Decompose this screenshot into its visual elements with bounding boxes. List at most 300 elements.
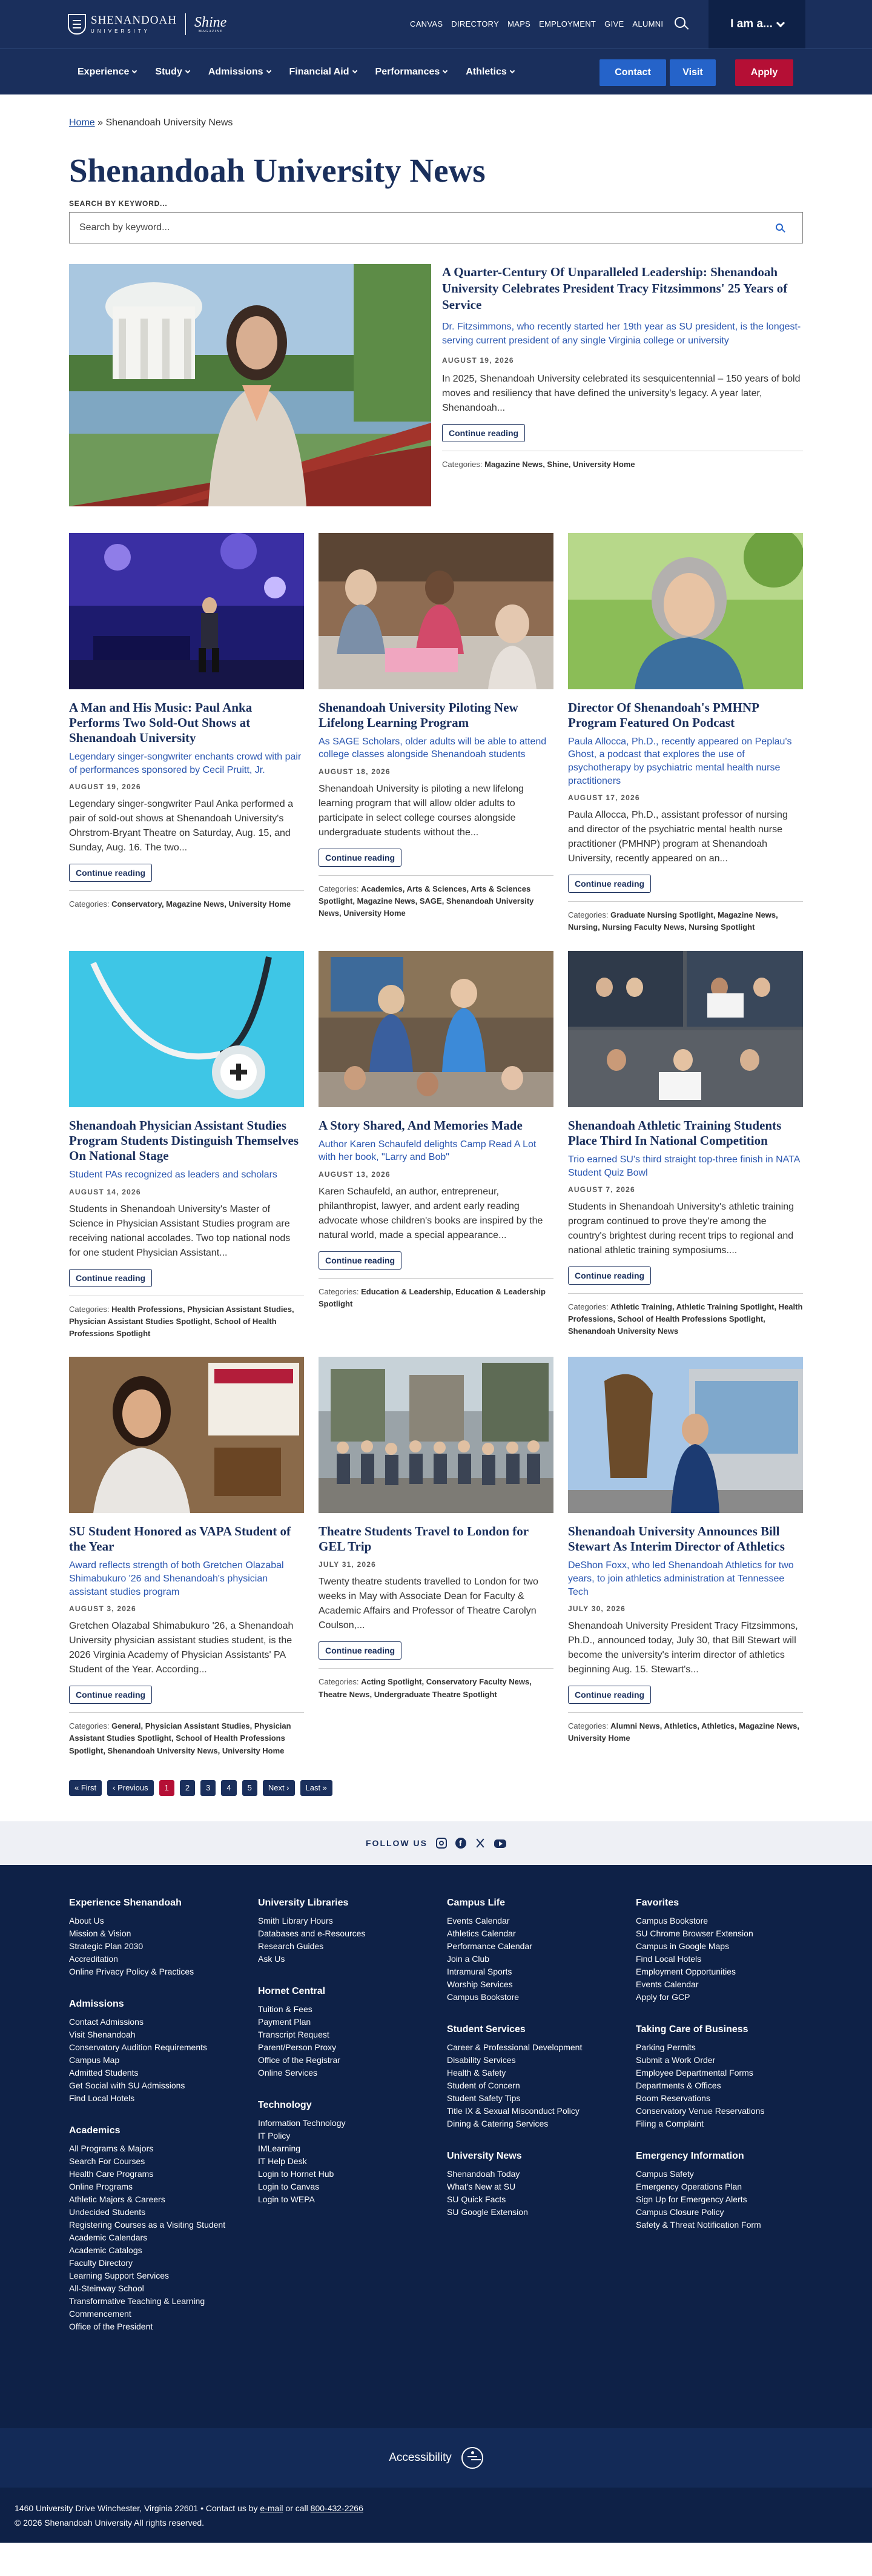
continue-reading-button[interactable]: Continue reading bbox=[568, 1686, 651, 1704]
pagination-first[interactable]: « First bbox=[69, 1780, 102, 1796]
article-subtitle: As SAGE Scholars, older adults will be able to attend college classes alongside Shenandoah students bbox=[319, 736, 547, 760]
address-text: 1460 University Drive Winchester, Virginia 22601 • Contact us by bbox=[15, 2503, 258, 2513]
chevron-down-icon bbox=[352, 68, 357, 73]
article-date: AUGUST 14, 2026 bbox=[69, 1187, 141, 1196]
utility-link-give[interactable]: GIVE bbox=[604, 19, 624, 28]
footer-link[interactable]: Conservatory Venue Reservations bbox=[636, 2105, 765, 2116]
featured-article-body bbox=[442, 264, 803, 506]
search-input[interactable] bbox=[79, 222, 745, 233]
article-subtitle: Paula Allocca, Ph.D., recently appeared on Peplau's Ghost, a podcast that explores the use of psychotherapy by psychiatric mental health nurse practitioners bbox=[568, 736, 792, 786]
categories-label: Categories: bbox=[69, 899, 110, 909]
nav-item-admissions[interactable] bbox=[208, 67, 271, 78]
footer-link[interactable]: Transformative Teaching & Learning bbox=[69, 2296, 205, 2306]
article-card bbox=[69, 1357, 304, 1757]
pagination-last[interactable]: Last » bbox=[300, 1780, 332, 1796]
logo-divider bbox=[185, 13, 186, 35]
article-title[interactable]: Shenandoah University Piloting New Lifelong Learning Program bbox=[319, 700, 518, 730]
search-icon bbox=[675, 17, 685, 28]
footer-link[interactable]: Faculty Directory bbox=[69, 2257, 133, 2268]
logo-name: SHENANDOAH bbox=[91, 14, 177, 27]
continue-reading-button[interactable]: Continue reading bbox=[69, 864, 152, 882]
search-label: SEARCH BY KEYWORD... bbox=[69, 199, 168, 208]
footer-links bbox=[447, 2168, 629, 2219]
breadcrumb-current: Shenandoah University News bbox=[105, 118, 233, 128]
footer-link[interactable]: Disability Services bbox=[447, 2055, 516, 2065]
shine-logo-sub: MAGAZINE bbox=[198, 30, 223, 33]
footer-link[interactable]: SU Google Extension bbox=[447, 2207, 528, 2217]
continue-reading-button[interactable]: Continue reading bbox=[442, 424, 525, 442]
article-subtitle: Student PAs recognized as leaders and scholars bbox=[69, 1170, 277, 1180]
utility-link-employment[interactable]: EMPLOYMENT bbox=[539, 19, 596, 28]
footer-link[interactable]: IT Help Desk bbox=[258, 2156, 307, 2166]
featured-article-title[interactable]: A Quarter-Century Of Unparalleled Leadership: Shenandoah University Celebrates President Tracy Fitzsimmons' 25 Years of Service bbox=[442, 264, 788, 313]
footer-link[interactable]: Employee Departmental Forms bbox=[636, 2067, 753, 2078]
footer-heading: University News bbox=[447, 2150, 522, 2161]
footer-column-4 bbox=[636, 1898, 818, 2252]
facebook-icon[interactable] bbox=[455, 1838, 466, 1849]
article-image[interactable] bbox=[319, 533, 553, 689]
footer-link[interactable]: Safety & Threat Notification Form bbox=[636, 2219, 761, 2230]
footer-heading: Experience Shenandoah bbox=[69, 1897, 182, 1908]
article-card bbox=[319, 951, 553, 1340]
footer-link[interactable]: Campus Bookstore bbox=[447, 1992, 520, 2002]
footer-link[interactable]: Athletics Calendar bbox=[447, 1928, 516, 1938]
categories-list[interactable]: Academics, Arts & Sciences, Arts & Sciences Spotlight, Magazine News, SAGE, Shenandoah University News, University Home bbox=[319, 884, 534, 918]
continue-reading-button[interactable]: Continue reading bbox=[319, 1641, 401, 1660]
article-categories bbox=[319, 875, 553, 919]
featured-article-subtitle: Dr. Fitzsimmons, who recently started her 19th year as SU president, is the longest-serving current president of any single Virginia college or university bbox=[442, 322, 801, 346]
footer-heading: Hornet Central bbox=[258, 1985, 326, 1996]
utility-nav bbox=[410, 19, 663, 28]
article-title[interactable]: A Man and His Music: Paul Anka Performs Two Sold-Out Shows at Shenandoah University bbox=[69, 700, 253, 745]
footer-links bbox=[258, 2003, 440, 2079]
article-card bbox=[69, 533, 304, 934]
footer-link[interactable]: Strategic Plan 2030 bbox=[69, 1941, 144, 1951]
article-date: AUGUST 18, 2026 bbox=[319, 767, 391, 776]
article-categories bbox=[568, 901, 803, 933]
continue-reading-button[interactable]: Continue reading bbox=[568, 875, 651, 893]
i-am-a-dropdown[interactable] bbox=[708, 0, 805, 48]
university-logo[interactable] bbox=[68, 13, 226, 35]
search-field bbox=[69, 212, 803, 243]
footer-section-business bbox=[636, 2024, 818, 2130]
footer-link[interactable]: Search For Courses bbox=[69, 2156, 145, 2166]
footer-links bbox=[636, 1915, 818, 2004]
footer-link[interactable]: Get Social with SU Admissions bbox=[69, 2080, 185, 2090]
footer-link[interactable]: Ask Us bbox=[258, 1953, 285, 1964]
x-twitter-icon[interactable] bbox=[475, 1838, 486, 1849]
nav-item-experience[interactable] bbox=[78, 67, 136, 78]
continue-reading-button[interactable]: Continue reading bbox=[319, 849, 401, 867]
chevron-down-icon bbox=[510, 68, 515, 73]
featured-article-image[interactable] bbox=[69, 264, 431, 506]
footer-heading: University Libraries bbox=[258, 1897, 349, 1908]
categories-list[interactable]: Conservatory, Magazine News, University Home bbox=[111, 899, 291, 909]
footer-section-academics bbox=[69, 2125, 251, 2333]
article-excerpt: Paula Allocca, Ph.D., assistant professor of nursing and director of the psychiatric mental health nurse practitioner (PMHNP) program at Shenandoah University, recently appeared on an... bbox=[568, 810, 788, 864]
categories-list[interactable]: Health Professions, Physician Assistant Studies, Physician Assistant Studies Spotlight, School of Health Professions Spotlight bbox=[69, 1304, 294, 1338]
footer-link[interactable]: Registering Courses as a Visiting Student bbox=[69, 2219, 226, 2230]
footer-link[interactable]: Room Reservations bbox=[636, 2093, 710, 2103]
article-image[interactable] bbox=[568, 533, 803, 689]
pagination-page-5[interactable]: 5 bbox=[242, 1780, 257, 1796]
footer-links bbox=[69, 2016, 251, 2105]
footer-link[interactable]: Databases and e-Resources bbox=[258, 1928, 366, 1938]
footer-link[interactable]: Shenandoah Today bbox=[447, 2168, 520, 2179]
footer-link[interactable]: Login to Hornet Hub bbox=[258, 2168, 334, 2179]
continue-reading-button[interactable]: Continue reading bbox=[69, 1686, 152, 1704]
article-categories bbox=[69, 1712, 304, 1757]
footer-heading: Campus Life bbox=[447, 1897, 506, 1908]
i-am-a-label: I am a... bbox=[730, 18, 773, 30]
categories-label: Categories: bbox=[568, 1302, 609, 1312]
footer-link[interactable]: Employment Opportunities bbox=[636, 1966, 736, 1976]
footer-link[interactable]: Student of Concern bbox=[447, 2080, 520, 2090]
footer-link[interactable]: Worship Services bbox=[447, 1979, 513, 1989]
search-icon[interactable] bbox=[776, 223, 785, 233]
categories-list[interactable]: Athletic Training, Athletic Training Spotlight, Health Professions, School of Health Professions Spotlight, Shenandoah University News bbox=[568, 1302, 803, 1336]
footer-links bbox=[258, 2117, 440, 2206]
footer-link[interactable]: Events Calendar bbox=[636, 1979, 699, 1989]
article-title[interactable]: SU Student Honored as VAPA Student of the Year bbox=[69, 1524, 291, 1554]
article-subtitle: DeShon Foxx, who led Shenandoah Athletics for two years, to join athletics administration at Tennessee Tech bbox=[568, 1560, 794, 1597]
continue-reading-button[interactable]: Continue reading bbox=[319, 1251, 401, 1270]
footer-link[interactable]: Athletic Majors & Careers bbox=[69, 2194, 165, 2204]
article-excerpt: Twenty theatre students travelled to London for two weeks in May with Associate Dean for Faculty & Academic Affairs and Professor of Theatre Carolyn Coulson,... bbox=[319, 1577, 538, 1631]
footer-links bbox=[636, 2168, 818, 2231]
footer-link[interactable]: Campus in Google Maps bbox=[636, 1941, 730, 1951]
article-subtitle: Legendary singer-songwriter enchants crowd with pair of performances sponsored by Cecil Pruitt, Jr. bbox=[69, 752, 302, 775]
footer-links bbox=[69, 2142, 251, 2333]
nav-label: Study bbox=[155, 66, 182, 77]
article-categories bbox=[568, 1712, 803, 1744]
footer-link[interactable]: Conservatory Audition Requirements bbox=[69, 2042, 208, 2052]
footer-heading: Admissions bbox=[69, 1998, 124, 2009]
article-date: AUGUST 17, 2026 bbox=[568, 793, 640, 803]
footer-section-admissions bbox=[69, 1999, 251, 2105]
footer-link[interactable]: Performance Calendar bbox=[447, 1941, 532, 1951]
footer-link[interactable]: Office of the President bbox=[69, 2321, 153, 2331]
article-title[interactable]: A Story Shared, And Memories Made bbox=[319, 1117, 523, 1133]
footer-link[interactable]: Undecided Students bbox=[69, 2207, 146, 2217]
footer-section-experience bbox=[69, 1898, 251, 1978]
footer-link[interactable]: Campus Safety bbox=[636, 2168, 694, 2179]
footer-link[interactable]: Join a Club bbox=[447, 1953, 490, 1964]
article-card bbox=[319, 533, 553, 934]
categories-list[interactable]: Graduate Nursing Spotlight, Magazine News, Nursing, Nursing Faculty News, Nursing Spotlight bbox=[568, 910, 778, 932]
article-image[interactable] bbox=[568, 1357, 803, 1513]
categories-list[interactable]: General, Physician Assistant Studies, Physician Assistant Studies Spotlight, School of Health Professions Spotlight, Shenandoah University News, University Home bbox=[69, 1721, 291, 1755]
utility-link-maps[interactable]: MAPS bbox=[507, 19, 531, 28]
contact-button[interactable]: Contact bbox=[600, 59, 666, 86]
footer-heading: Taking Care of Business bbox=[636, 2024, 748, 2035]
footer-link[interactable]: Dining & Catering Services bbox=[447, 2118, 549, 2128]
footer-section-hornet-central bbox=[258, 1986, 440, 2079]
footer-link[interactable]: Intramural Sports bbox=[447, 1966, 512, 1976]
categories-label: Categories: bbox=[69, 1721, 110, 1731]
footer-link[interactable]: Departments & Offices bbox=[636, 2080, 721, 2090]
breadcrumb bbox=[69, 118, 803, 128]
footer-links bbox=[447, 1915, 629, 2004]
footer-heading: Academics bbox=[69, 2125, 121, 2136]
footer-link[interactable]: What's New at SU bbox=[447, 2181, 516, 2191]
footer-link[interactable]: Login to WEPA bbox=[258, 2194, 315, 2204]
nav-label: Experience bbox=[78, 66, 130, 77]
footer-link[interactable]: Student Safety Tips bbox=[447, 2093, 521, 2103]
utility-link-alumni[interactable]: ALUMNI bbox=[632, 19, 664, 28]
article-image[interactable] bbox=[69, 951, 304, 1107]
footer-link[interactable]: Events Calendar bbox=[447, 1915, 510, 1925]
nav-label: Performances bbox=[375, 66, 440, 77]
pagination-page-4[interactable]: 4 bbox=[221, 1780, 236, 1796]
footer-heading: Technology bbox=[258, 2099, 312, 2110]
footer-heading: Favorites bbox=[636, 1897, 679, 1908]
footer-link[interactable]: IT Policy bbox=[258, 2130, 291, 2141]
pagination-page-1[interactable]: 1 bbox=[159, 1780, 174, 1796]
page-title: Shenandoah University News bbox=[69, 152, 486, 189]
footer-link[interactable]: Emergency Operations Plan bbox=[636, 2181, 742, 2191]
article-excerpt: Gretchen Olazabal Shimabukuro '26, a Shenandoah University physician assistant studies student, is the 2026 Virginia Academy of Physician Assistants' PA Student of the Year. According... bbox=[69, 1621, 294, 1675]
pagination-next[interactable]: Next › bbox=[263, 1780, 295, 1796]
footer-link[interactable]: Learning Support Services bbox=[69, 2270, 169, 2280]
follow-us-bar bbox=[0, 1821, 872, 1865]
contact-line bbox=[15, 2501, 872, 2515]
article-card bbox=[319, 1357, 553, 1757]
phone-link[interactable]: 800-432-2266 bbox=[310, 2503, 363, 2513]
categories-label: Categories: bbox=[69, 1304, 110, 1314]
apply-button[interactable]: Apply bbox=[735, 59, 793, 86]
instagram-icon[interactable] bbox=[436, 1838, 447, 1849]
article-excerpt: Shenandoah University President Tracy Fitzsimmons, Ph.D., announced today, July 30, that Bill Stewart will become the university's interim director of athletics beginning Aug. 15. Stewart's... bbox=[568, 1621, 798, 1675]
article-date: AUGUST 3, 2026 bbox=[69, 1604, 136, 1614]
footer-link[interactable]: All-Steinway School bbox=[69, 2283, 144, 2293]
article-excerpt: Karen Schaufeld, an author, entrepreneur, philanthropist, lawyer, and ardent early reading advocate whose children's books are inspired by the natural world, made a special appearance... bbox=[319, 1186, 543, 1240]
breadcrumb-separator: » bbox=[97, 118, 104, 128]
footer-link[interactable]: Find Local Hotels bbox=[636, 1953, 702, 1964]
footer-link[interactable]: Health Care Programs bbox=[69, 2168, 154, 2179]
footer-link[interactable]: Academic Catalogs bbox=[69, 2245, 142, 2255]
featured-article-date: AUGUST 19, 2026 bbox=[442, 356, 514, 365]
footer-link[interactable]: Title IX & Sexual Misconduct Policy bbox=[447, 2105, 580, 2116]
footer-link[interactable]: Commencement bbox=[69, 2308, 131, 2319]
categories-list[interactable]: Magazine News, Shine, University Home bbox=[484, 460, 635, 469]
article-excerpt: Students in Shenandoah University's Master of Science in Physician Assistant Studies program are receiving national accolades. Two top national nods for one student Physician Assistant... bbox=[69, 1204, 291, 1258]
utility-link-canvas[interactable]: CANVAS bbox=[410, 19, 443, 28]
categories-label: Categories: bbox=[319, 1286, 359, 1296]
article-title[interactable]: Theatre Students Travel to London for GEL Trip bbox=[319, 1524, 529, 1554]
footer-link[interactable]: Mission & Vision bbox=[69, 1928, 131, 1938]
footer-bottom bbox=[0, 2488, 872, 2543]
categories-label: Categories: bbox=[568, 1721, 609, 1731]
categories-label: Categories: bbox=[442, 460, 483, 469]
footer-link[interactable]: Filing a Complaint bbox=[636, 2118, 704, 2128]
footer-link[interactable]: Apply for GCP bbox=[636, 1992, 690, 2002]
youtube-icon[interactable] bbox=[494, 1839, 506, 1848]
article-date: AUGUST 19, 2026 bbox=[69, 783, 141, 792]
footer-links bbox=[636, 2041, 818, 2130]
article-image[interactable] bbox=[568, 951, 803, 1107]
featured-article-excerpt: In 2025, Shenandoah University celebrated its sesquicentennial – 150 years of bold moves and resiliency that have defined the university's legacy. A year later, Shenandoah... bbox=[442, 374, 801, 414]
pagination bbox=[69, 1780, 803, 1796]
pagination-page-3[interactable]: 3 bbox=[200, 1780, 216, 1796]
article-excerpt: Students in Shenandoah University's athletic training program continued to prove they're among the country's brightest during recent trips to regional and national athletic training symposiums.... bbox=[568, 1202, 794, 1256]
pagination-page-2[interactable]: 2 bbox=[180, 1780, 195, 1796]
footer-link[interactable]: Accreditation bbox=[69, 1953, 118, 1964]
or-call-text: or call bbox=[285, 2503, 308, 2513]
footer-link[interactable]: Tuition & Fees bbox=[258, 2004, 312, 2014]
article-subtitle: Trio earned SU's third straight top-three finish in NATA Student Quiz Bowl bbox=[568, 1154, 800, 1178]
footer-link[interactable]: Campus Bookstore bbox=[636, 1915, 708, 1925]
article-image[interactable] bbox=[69, 1357, 304, 1513]
footer-link[interactable]: Find Local Hotels bbox=[69, 2093, 135, 2103]
footer-section-emergency bbox=[636, 2151, 818, 2231]
footer-column-3 bbox=[447, 1898, 629, 2239]
shield-logo-icon bbox=[68, 14, 86, 35]
categories-list[interactable]: Education & Leadership, Education & Leadership Spotlight bbox=[319, 1286, 546, 1309]
article-subtitle: Award reflects strength of both Gretchen Olazabal Shimabukuro '26 and Shenandoah's physician assistant studies program bbox=[69, 1560, 284, 1597]
nav-item-financial-aid[interactable] bbox=[289, 67, 357, 78]
article-categories bbox=[568, 1293, 803, 1337]
chevron-down-icon bbox=[132, 68, 137, 73]
footer-section-technology bbox=[258, 2100, 440, 2206]
article-grid bbox=[69, 533, 803, 1774]
nav-item-study[interactable] bbox=[155, 67, 189, 78]
footer-link[interactable]: Transcript Request bbox=[258, 2029, 329, 2039]
footer-link[interactable]: Research Guides bbox=[258, 1941, 324, 1951]
chevron-down-icon bbox=[266, 68, 271, 73]
footer-link[interactable]: Parent/Person Proxy bbox=[258, 2042, 337, 2052]
article-date: JULY 31, 2026 bbox=[319, 1560, 377, 1569]
footer-link[interactable]: Admitted Students bbox=[69, 2067, 139, 2078]
categories-list[interactable]: Alumni News, Athletics, Athletics, Magazine News, University Home bbox=[568, 1721, 799, 1743]
nav-item-athletics[interactable] bbox=[466, 67, 514, 78]
footer-section-campus-life bbox=[447, 1898, 629, 2004]
article-subtitle: Author Karen Schaufeld delights Camp Read A Lot with her book, "Larry and Bob" bbox=[319, 1139, 537, 1163]
article-card bbox=[568, 1357, 803, 1757]
article-card bbox=[69, 951, 304, 1340]
article-title[interactable]: Shenandoah Athletic Training Students Place Third In National Competition bbox=[568, 1117, 782, 1148]
footer-heading: Student Services bbox=[447, 2024, 526, 2035]
shine-logo bbox=[194, 15, 226, 33]
article-categories bbox=[69, 1296, 304, 1340]
article-excerpt: Legendary singer-songwriter Paul Anka performed a pair of sold-out shows at Shenandoah University's Ohrstrom-Bryant Theatre on Saturday, Aug. 15, and Sunday, Aug. 16. The two... bbox=[69, 799, 293, 853]
footer-link[interactable]: Contact Admissions bbox=[69, 2016, 144, 2027]
top-bar bbox=[0, 0, 872, 48]
footer-section-student-services bbox=[447, 2024, 629, 2130]
footer-link[interactable]: All Programs & Majors bbox=[69, 2143, 154, 2153]
footer-heading: Emergency Information bbox=[636, 2150, 744, 2161]
footer-section-libraries bbox=[258, 1898, 440, 1965]
featured-article bbox=[69, 264, 803, 506]
footer-link[interactable]: Parking Permits bbox=[636, 2042, 696, 2052]
footer-links bbox=[447, 2041, 629, 2130]
article-date: JULY 30, 2026 bbox=[568, 1604, 626, 1614]
footer-link[interactable]: Login to Canvas bbox=[258, 2181, 320, 2191]
footer-link[interactable]: Academic Calendars bbox=[69, 2232, 148, 2242]
chevron-down-icon bbox=[443, 68, 448, 73]
footer-link[interactable]: Smith Library Hours bbox=[258, 1915, 333, 1925]
footer-column-2 bbox=[258, 1898, 440, 2227]
footer-link[interactable]: IMLearning bbox=[258, 2143, 301, 2153]
accessibility-bar bbox=[0, 2428, 872, 2488]
footer-links bbox=[69, 1915, 251, 1978]
footer-section-favorites bbox=[636, 1898, 818, 2004]
article-date: AUGUST 13, 2026 bbox=[319, 1170, 391, 1179]
main-nav bbox=[0, 48, 872, 94]
article-date: AUGUST 7, 2026 bbox=[568, 1185, 635, 1194]
footer-link[interactable]: SU Quick Facts bbox=[447, 2194, 506, 2204]
shine-logo-name: Shine bbox=[194, 15, 227, 30]
footer-column-1 bbox=[69, 1898, 251, 2354]
pagination-previous[interactable]: ‹ Previous bbox=[107, 1780, 154, 1796]
footer-link[interactable]: SU Chrome Browser Extension bbox=[636, 1928, 753, 1938]
footer-link[interactable]: Online Programs bbox=[69, 2181, 133, 2191]
footer-link[interactable]: About Us bbox=[69, 1915, 104, 1925]
footer-link[interactable]: Information Technology bbox=[258, 2117, 346, 2128]
nav-label: Financial Aid bbox=[289, 66, 349, 77]
footer-link[interactable]: Visit Shenandoah bbox=[69, 2029, 136, 2039]
footer-link[interactable]: Sign Up for Emergency Alerts bbox=[636, 2194, 747, 2204]
site-footer bbox=[0, 1865, 872, 2428]
article-title[interactable]: Shenandoah University Announces Bill Stewart As Interim Director of Athletics bbox=[568, 1524, 785, 1554]
logo-wordmark bbox=[91, 15, 177, 34]
footer-link[interactable]: Career & Professional Development bbox=[447, 2042, 583, 2052]
footer-link[interactable]: Submit a Work Order bbox=[636, 2055, 716, 2065]
categories-label: Categories: bbox=[568, 910, 609, 920]
continue-reading-button[interactable]: Continue reading bbox=[69, 1269, 152, 1287]
categories-list[interactable]: Acting Spotlight, Conservatory Faculty News, Theatre News, Undergraduate Theatre Spotlight bbox=[319, 1677, 532, 1699]
nav-label: Admissions bbox=[208, 66, 263, 77]
nav-label: Athletics bbox=[466, 66, 507, 77]
accessibility-link[interactable]: Accessibility bbox=[389, 2451, 452, 2464]
email-link[interactable]: e-mail bbox=[260, 2503, 283, 2513]
chevron-down-icon bbox=[776, 18, 785, 27]
continue-reading-button[interactable]: Continue reading bbox=[568, 1266, 651, 1285]
footer-links bbox=[258, 1915, 440, 1965]
main-content bbox=[69, 118, 803, 1796]
article-card bbox=[568, 951, 803, 1340]
visit-button[interactable]: Visit bbox=[670, 59, 716, 86]
article-categories bbox=[319, 1278, 553, 1310]
utility-link-directory[interactable]: DIRECTORY bbox=[451, 19, 500, 28]
breadcrumb-home-link[interactable]: Home bbox=[69, 118, 95, 128]
copyright: © 2026 Shenandoah University All rights reserved. bbox=[15, 2517, 205, 2528]
article-categories bbox=[69, 890, 304, 910]
categories-label: Categories: bbox=[319, 1677, 359, 1687]
categories-label: Categories: bbox=[319, 884, 359, 894]
chevron-down-icon bbox=[185, 68, 190, 73]
article-image[interactable] bbox=[319, 951, 553, 1107]
article-image[interactable] bbox=[69, 533, 304, 689]
footer-link[interactable]: Office of the Registrar bbox=[258, 2055, 340, 2065]
article-title[interactable]: Director Of Shenandoah's PMHNP Program Featured On Podcast bbox=[568, 700, 759, 730]
nav-item-performances[interactable] bbox=[375, 67, 448, 78]
logo-subtitle: UNIVERSITY bbox=[91, 28, 151, 34]
footer-link[interactable]: Health & Safety bbox=[447, 2067, 506, 2078]
footer-link[interactable]: Online Services bbox=[258, 2067, 318, 2078]
article-excerpt: Shenandoah University is piloting a new lifelong learning program that will allow older adults to participate in select college courses alongside undergraduate students without the... bbox=[319, 784, 524, 838]
footer-link[interactable]: Online Privacy Policy & Practices bbox=[69, 1966, 194, 1976]
footer-link[interactable]: Payment Plan bbox=[258, 2016, 311, 2027]
article-categories bbox=[319, 1668, 553, 1700]
article-image[interactable] bbox=[319, 1357, 553, 1513]
header-search-button[interactable] bbox=[673, 16, 690, 33]
follow-us-label: FOLLOW US bbox=[366, 1838, 428, 1848]
footer-link[interactable]: Campus Closure Policy bbox=[636, 2207, 724, 2217]
accessibility-icon[interactable] bbox=[461, 2447, 483, 2469]
article-title[interactable]: Shenandoah Physician Assistant Studies Program Students Distinguish Themselves On National Stage bbox=[69, 1117, 299, 1163]
footer-link[interactable]: Campus Map bbox=[69, 2055, 120, 2065]
